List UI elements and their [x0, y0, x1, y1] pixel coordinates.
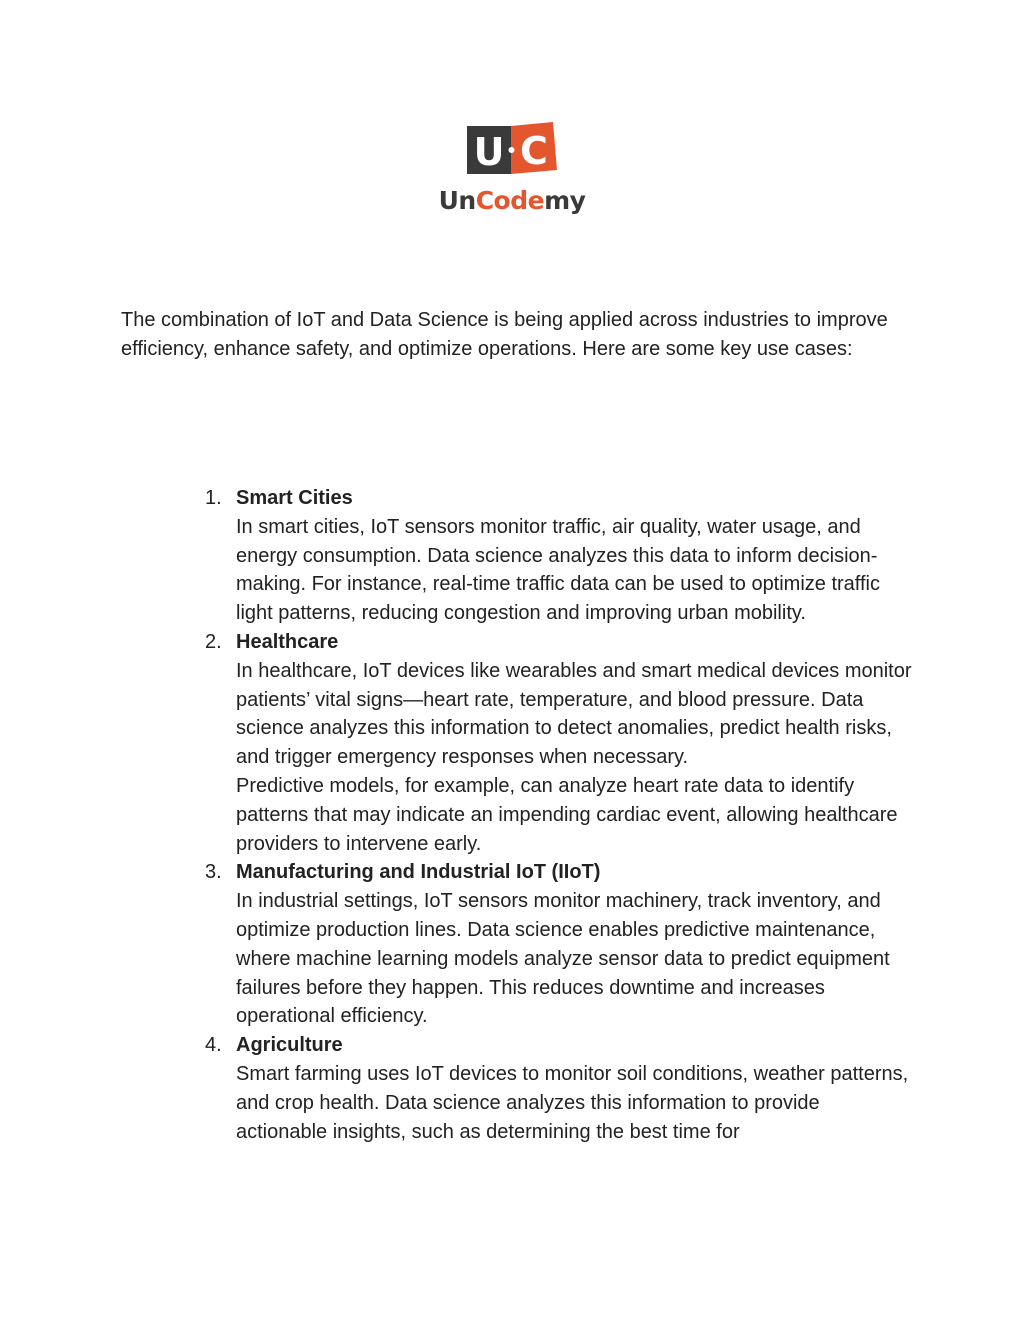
wordmark-part-my: my [544, 186, 586, 215]
use-case-description: Smart farming uses IoT devices to monitor soil conditions, weather patterns, and crop health. Data science analyzes this information to provide actionable insights, such as determining the best time for [236, 1062, 909, 1143]
use-case-title: Smart Cities [236, 487, 353, 509]
use-case-description: In industrial settings, IoT sensors monitor machinery, track inventory, and optimize production lines. Data science enables predictive maintenance, where machine learning models analyze sensor data to predict equipment failures before they happen. This reduces downtime and increases operational efficiency. [236, 890, 890, 1028]
use-case-title: Healthcare [236, 630, 339, 653]
list-number: 3. [205, 861, 222, 884]
use-case-item [205, 1031, 916, 1146]
wordmark-part-un: Un [438, 186, 476, 215]
use-case-title: Manufacturing and Industrial IoT (IIoT) [236, 861, 601, 884]
use-case-description: In healthcare, IoT devices like wearables and smart medical devices monitor patients’ vital signs—heart rate, temperature, and blood pressure. Data science analyzes this information to detect anomalies, predict health risks, and trigger emergency responses when necessary. [236, 659, 912, 769]
use-case-title: Agriculture [236, 1034, 343, 1057]
use-case-item [205, 628, 916, 858]
use-case-item [205, 858, 916, 1031]
use-case-list [205, 484, 916, 1146]
uncodemy-logo [437, 120, 587, 220]
use-case-description: In smart cities, IoT sensors monitor traffic, air quality, water usage, and energy consumption. Data science analyzes this data to inform decision-making. For instance, real-time traffic data can be used to optimize traffic light patterns, reducing congestion and improving urban mobility. [236, 515, 881, 625]
list-number: 2. [205, 630, 222, 653]
wordmark-part-code: Code [475, 186, 545, 215]
uncodemy-logo-mark [467, 122, 557, 178]
logo-mark-right-letter: C [520, 129, 548, 173]
list-number: 1. [205, 487, 222, 509]
use-case-description: Predictive models, for example, can analyze heart rate data to identify patterns that may indicate an impending cardiac event, allowing healthcare providers to intervene early. [236, 774, 898, 855]
logo-mark-left-letter: U [473, 130, 505, 174]
use-case-item [205, 484, 916, 628]
list-number: 4. [205, 1034, 222, 1057]
intro-paragraph: The combination of IoT and Data Science is being applied across industries to improve efficiency, enhance safety, and optimize operations. Here are some key use cases: [121, 309, 888, 360]
uncodemy-wordmark [437, 186, 587, 215]
